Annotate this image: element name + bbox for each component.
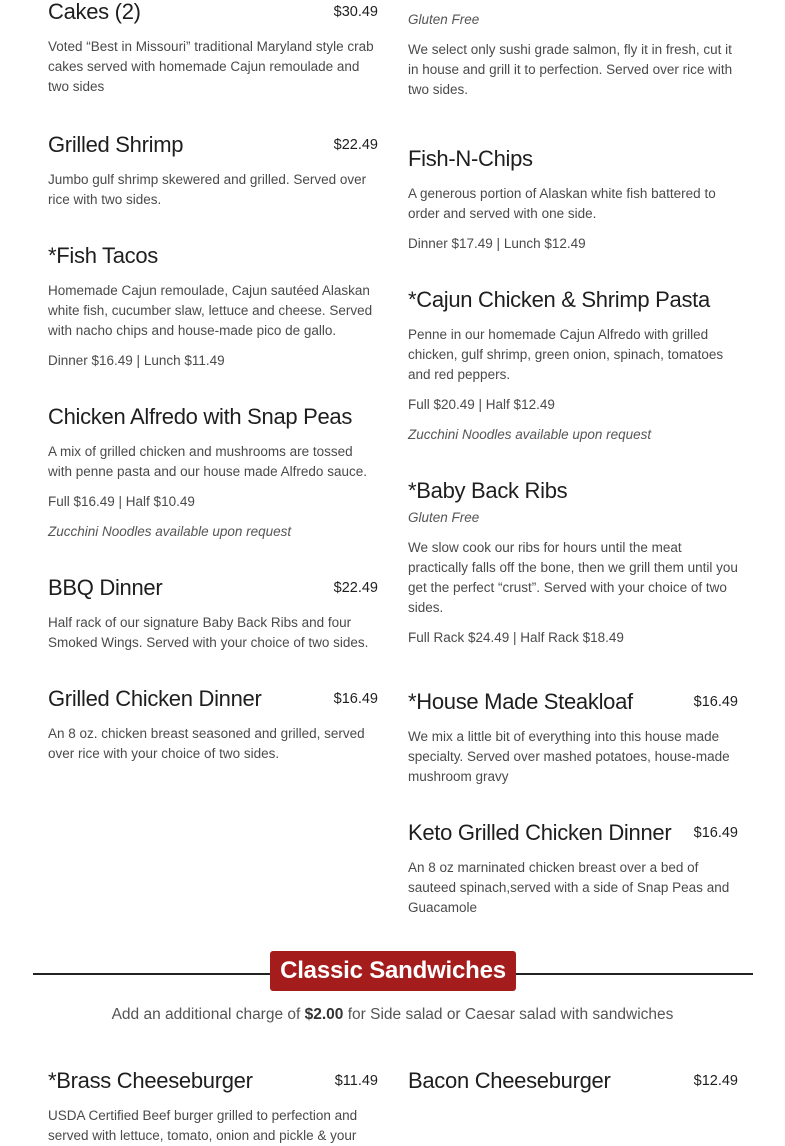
item-description: A generous portion of Alaskan white fish battered to order and served with one side.: [408, 186, 716, 221]
item-description: We mix a little bit of everything into this house made specialty. Served over mashed potatoes, house-made mushroom gravy: [408, 729, 730, 784]
item-price: $11.49: [334, 1073, 378, 1089]
item-name: Chicken Alfredo with Snap Peas: [48, 404, 353, 429]
item-description: Homemade Cajun remoulade, Cajun sautéed Alaskan white fish, cucumber slaw, lettuce and cheese. Served with nacho chips and house-made pico de gallo.: [48, 283, 373, 338]
item-name: Grilled Shrimp: [48, 132, 184, 157]
item-note: Gluten Free: [408, 510, 480, 525]
item-name: Cakes (2): [48, 0, 141, 24]
item-name: *House Made Steakloaf: [408, 689, 633, 714]
item-price: $12.49: [693, 1073, 738, 1089]
item-price: $30.49: [333, 4, 378, 20]
item-sub-prices: Dinner $16.49 | Lunch $11.49: [48, 353, 225, 368]
item-name: Grilled Chicken Dinner: [48, 686, 262, 711]
section-note-amount: $2.00: [304, 1006, 344, 1023]
menu-item-bbq-dinner: [48, 573, 378, 653]
item-price: $16.49: [693, 694, 738, 710]
item-name: BBQ Dinner: [48, 575, 163, 600]
menu-item-grilled-salmon: [408, 10, 738, 100]
menu-item-steakloaf: [408, 687, 738, 787]
section-note: [0, 1006, 785, 1024]
item-name: Bacon Cheeseburger: [408, 1068, 611, 1093]
item-description: An 8 oz. chicken breast seasoned and grilled, served over rice with your choice of two sides.: [48, 726, 365, 761]
item-name: *Baby Back Ribs: [408, 478, 568, 503]
item-note: Gluten Free: [408, 12, 480, 27]
item-description: Voted “Best in Missouri” traditional Maryland style crab cakes served with homemade Cajun remoulade and two sides: [48, 39, 374, 94]
item-description: We slow cook our ribs for hours until the meat practically falls off the bone, then we grill them until you get the perfect “crust”. Served with your choice of two sides.: [408, 540, 738, 615]
item-sub-prices: Full Rack $24.49 | Half Rack $18.49: [408, 630, 624, 645]
menu-item-keto-chicken: [408, 818, 738, 918]
item-description: We select only sushi grade salmon, fly it in fresh, cut it in house and grill it to perfection. Served over rice with two sides.: [408, 42, 733, 97]
item-sub-prices: Full $20.49 | Half $12.49: [408, 397, 555, 412]
item-note: Zucchini Noodles available upon request: [48, 524, 292, 539]
item-sub-prices: Full $16.49 | Half $10.49: [48, 494, 195, 509]
item-price: $22.49: [333, 137, 378, 153]
menu-item-grilled-chicken-dinner: [48, 684, 378, 764]
menu-item-bacon-cheeseburger: [408, 1066, 738, 1096]
menu-item-cajun-pasta: [408, 285, 738, 445]
menu-item-chicken-alfredo: [48, 402, 378, 542]
menu-item-brass-cheeseburger: [48, 1066, 378, 1146]
item-description: A mix of grilled chicken and mushrooms are tossed with penne pasta and our house made Alfredo sauce.: [48, 444, 367, 479]
item-price: $22.49: [333, 580, 378, 596]
item-description: USDA Certified Beef burger grilled to perfection and served with lettuce, tomato, onion and pickle & your: [48, 1108, 358, 1143]
item-description: Penne in our homemade Cajun Alfredo with grilled chicken, gulf shrimp, green onion, spinach, tomatoes and red peppers.: [408, 327, 724, 382]
menu-item-fish-n-chips: [408, 144, 738, 254]
menu-item-baby-back-ribs: [408, 476, 738, 648]
item-description: Half rack of our signature Baby Back Ribs and four Smoked Wings. Served with your choice of two sides.: [48, 615, 369, 650]
item-note: Zucchini Noodles available upon request: [408, 427, 652, 442]
item-description: Jumbo gulf shrimp skewered and grilled. Served over rice with two sides.: [48, 172, 367, 207]
item-price: $16.49: [693, 825, 738, 841]
section-note-before: Add an additional charge of: [111, 1006, 305, 1023]
item-name: Keto Grilled Chicken Dinner: [408, 820, 672, 845]
menu-item-crab-cakes: [48, 0, 378, 97]
item-name: *Fish Tacos: [48, 243, 159, 268]
menu-item-fish-tacos: [48, 241, 378, 371]
item-price: $16.49: [333, 691, 378, 707]
item-name: *Brass Cheeseburger: [48, 1068, 253, 1093]
section-note-after: for Side salad or Caesar salad with sandwiches: [343, 1006, 674, 1023]
item-name: *Cajun Chicken & Shrimp Pasta: [408, 287, 710, 312]
menu-item-grilled-shrimp: [48, 130, 378, 210]
item-sub-prices: Dinner $17.49 | Lunch $12.49: [408, 236, 586, 251]
item-description: An 8 oz marninated chicken breast over a bed of sauteed spinach,served with a side of Snap Peas and Guacamole: [408, 860, 730, 915]
item-name: Fish-N-Chips: [408, 146, 533, 171]
section-title: Classic Sandwiches: [270, 951, 516, 991]
